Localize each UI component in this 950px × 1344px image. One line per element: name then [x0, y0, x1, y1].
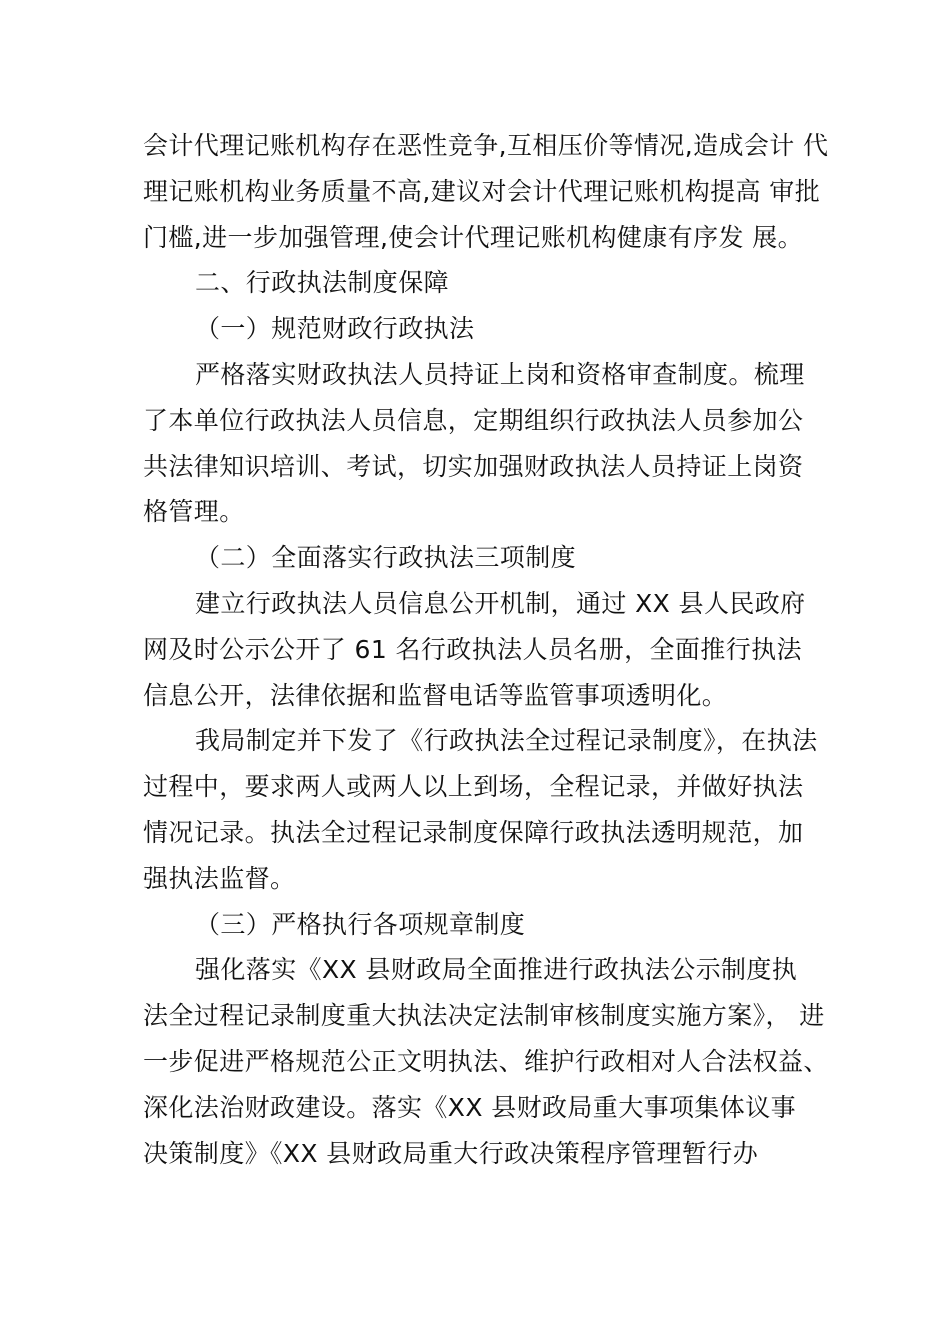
paragraph-line: 强化落实《XX 县财政局全面推进行政执法公示制度执	[195, 955, 798, 985]
paragraph-line: 网及时公示公开了 61 名行政执法人员名册，全面推行执法	[143, 634, 802, 664]
paragraph-line: 信息公开，法律依据和监督电话等监管事项透明化。	[143, 680, 728, 710]
paragraph-line: 会计代理记账机构存在恶性竞争,互相压价等情况,造成会计 代	[143, 131, 829, 160]
paragraph-line: 法全过程记录制度重大执法决定法制审核制度实施方案》， 进	[143, 1001, 825, 1031]
subsection-heading: （三）严格执行各项规章制度	[195, 909, 526, 939]
document-body	[143, 123, 829, 1176]
subsection-heading: （一）规范财政行政执法	[195, 314, 475, 344]
paragraph-line: 强执法监督。	[143, 863, 296, 893]
paragraph-line: 格管理。	[143, 497, 245, 527]
paragraph-line: 决策制度》《XX 县财政局重大行政决策程序管理暂行办	[143, 1138, 759, 1168]
paragraph-line: 深化法治财政建设。落实《XX 县财政局重大事项集体议事	[143, 1092, 797, 1122]
paragraph-line: 一步促进严格规范公正文明执法、维护行政相对人合法权益、	[143, 1046, 829, 1076]
paragraph-line: 门槛,进一步加强管理,使会计代理记账机构健康有序发 展。	[143, 222, 804, 252]
paragraph-line: 过程中，要求两人或两人以上到场，全程记录，并做好执法	[143, 772, 804, 802]
section-heading: 二、行政执法制度保障	[195, 268, 450, 298]
paragraph-line: 建立行政执法人员信息公开机制，通过 XX 县人民政府	[195, 588, 806, 618]
paragraph-line: 了本单位行政执法人员信息，定期组织行政执法人员参加公	[143, 405, 804, 435]
paragraph-line: 情况记录。执法全过程记录制度保障行政执法透明规范，加	[143, 817, 804, 847]
paragraph-line: 严格落实财政执法人员持证上岗和资格审查制度。梳理	[195, 359, 805, 389]
subsection-heading: （二）全面落实行政执法三项制度	[195, 543, 577, 573]
paragraph-line: 共法律知识培训、考试，切实加强财政执法人员持证上岗资	[143, 451, 804, 481]
paragraph-line: 我局制定并下发了《行政执法全过程记录制度》，在执法	[195, 726, 818, 756]
paragraph-line: 理记账机构业务质量不高,建议对会计代理记账机构提高 审批	[143, 176, 821, 206]
